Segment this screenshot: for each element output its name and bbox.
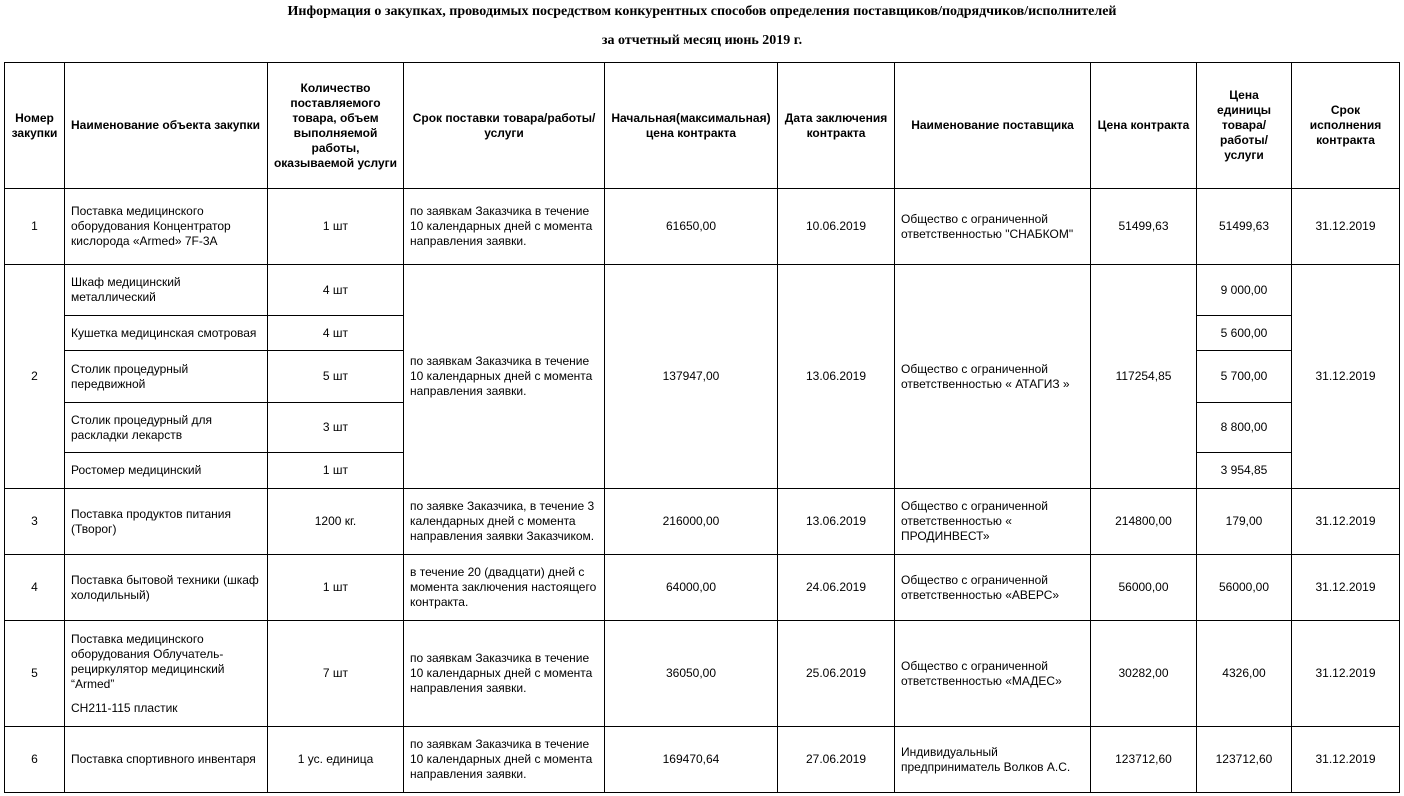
- cell-price: 214800,00: [1091, 489, 1197, 555]
- cell-max-price: 61650,00: [605, 189, 778, 265]
- cell-item-qty: 1 шт: [268, 453, 404, 489]
- document-title: Информация о закупках, проводимых посредством конкурентных способов определения поставщиков/подрядчиков/исполнителей: [287, 4, 1117, 19]
- table-row: [5, 727, 1400, 793]
- cell-supplier: Общество с ограниченной ответственностью « АТАГИЗ »: [895, 265, 1091, 489]
- cell-name: Поставка бытовой техники (шкаф холодильный): [65, 555, 268, 621]
- cell-term: по заявкам Заказчика в течение 10 календарных дней с момента направления заявки.: [404, 621, 605, 727]
- table-row: [5, 189, 1400, 265]
- cell-supplier: Общество с ограниченной ответственностью « ПРОДИНВЕСТ»: [895, 489, 1091, 555]
- cell-name: Поставка спортивного инвентаря: [65, 727, 268, 793]
- cell-date: 13.06.2019: [778, 489, 895, 555]
- header-num: Номер закупки: [5, 63, 65, 189]
- header-unit-price: Цена единицы товара/ работы/ услуги: [1197, 63, 1292, 189]
- cell-supplier: Индивидуальный предприниматель Волков А.С.: [895, 727, 1091, 793]
- cell-exec: 31.12.2019: [1292, 189, 1400, 265]
- cell-item-name: Кушетка медицинская смотровая: [65, 316, 268, 351]
- cell-item-name: Столик процедурный для раскладки лекарств: [65, 403, 268, 453]
- cell-max-price: 169470,64: [605, 727, 778, 793]
- cell-price: 56000,00: [1091, 555, 1197, 621]
- cell-supplier: Общество с ограниченной ответственностью «АВЕРС»: [895, 555, 1091, 621]
- header-exec: Срок исполнения контракта: [1292, 63, 1400, 189]
- cell-term: по заявкам Заказчика в течение 10 календарных дней с момента направления заявки.: [404, 727, 605, 793]
- cell-supplier: Общество с ограниченной ответственностью «МАДЕС»: [895, 621, 1091, 727]
- cell-term: в течение 20 (двадцати) дней с момента заключения настоящего контракта.: [404, 555, 605, 621]
- cell-num: 3: [5, 489, 65, 555]
- cell-num: 1: [5, 189, 65, 265]
- cell-qty: 1 шт: [268, 189, 404, 265]
- cell-item-qty: 4 шт: [268, 265, 404, 316]
- cell-price: 30282,00: [1091, 621, 1197, 727]
- cell-exec: 31.12.2019: [1292, 265, 1400, 489]
- header-name: Наименование объекта закупки: [65, 63, 268, 189]
- cell-qty: 1 ус. единица: [268, 727, 404, 793]
- header-supplier: Наименование поставщика: [895, 63, 1091, 189]
- cell-max-price: 64000,00: [605, 555, 778, 621]
- cell-date: 24.06.2019: [778, 555, 895, 621]
- cell-exec: 31.12.2019: [1292, 727, 1400, 793]
- cell-exec: 31.12.2019: [1292, 555, 1400, 621]
- header-max-price: Начальная(максимальная) цена контракта: [605, 63, 778, 189]
- cell-term: по заявке Заказчика, в течение 3 календарных дней с момента направления заявки Заказчиком.: [404, 489, 605, 555]
- cell-name: [65, 621, 268, 727]
- cell-price: 51499,63: [1091, 189, 1197, 265]
- cell-max-price: 36050,00: [605, 621, 778, 727]
- cell-name-main: Поставка медицинского оборудования Облучатель-рециркулятор медицинский “Armed”: [71, 631, 225, 691]
- cell-name-extra: СН211-115 пластик: [71, 700, 178, 715]
- header-row: [5, 63, 1400, 189]
- table-row: [5, 489, 1400, 555]
- cell-item-unit-price: 9 000,00: [1197, 265, 1292, 316]
- cell-unit-price: 179,00: [1197, 489, 1292, 555]
- cell-supplier: Общество с ограниченной ответственностью "СНАБКОМ": [895, 189, 1091, 265]
- header-date: Дата заключения контракта: [778, 63, 895, 189]
- cell-item-unit-price: 3 954,85: [1197, 453, 1292, 489]
- table-row: [5, 621, 1400, 727]
- cell-item-name: Ростомер медицинский: [65, 453, 268, 489]
- cell-exec: 31.12.2019: [1292, 489, 1400, 555]
- cell-max-price: 137947,00: [605, 265, 778, 489]
- cell-date: 13.06.2019: [778, 265, 895, 489]
- cell-unit-price: 4326,00: [1197, 621, 1292, 727]
- cell-item-unit-price: 5 600,00: [1197, 316, 1292, 351]
- cell-item-unit-price: 5 700,00: [1197, 351, 1292, 403]
- cell-price: 123712,60: [1091, 727, 1197, 793]
- cell-date: 27.06.2019: [778, 727, 895, 793]
- cell-max-price: 216000,00: [605, 489, 778, 555]
- header-term: Срок поставки товара/работы/ услуги: [404, 63, 605, 189]
- procurement-table: [4, 62, 1400, 793]
- cell-num: 2: [5, 265, 65, 489]
- cell-name: Поставка продуктов питания (Творог): [65, 489, 268, 555]
- cell-item-unit-price: 8 800,00: [1197, 403, 1292, 453]
- cell-item-qty: 5 шт: [268, 351, 404, 403]
- header-qty: Количество поставляемого товара, объем выполняемой работы, оказываемой услуги: [268, 63, 404, 189]
- cell-qty: 7 шт: [268, 621, 404, 727]
- cell-item-name: Столик процедурный передвижной: [65, 351, 268, 403]
- cell-num: 6: [5, 727, 65, 793]
- cell-num: 5: [5, 621, 65, 727]
- cell-item-qty: 3 шт: [268, 403, 404, 453]
- cell-unit-price: 123712,60: [1197, 727, 1292, 793]
- cell-num: 4: [5, 555, 65, 621]
- document-subtitle: за отчетный месяц июнь 2019 г.: [601, 33, 803, 48]
- cell-price: 117254,85: [1091, 265, 1197, 489]
- cell-item-qty: 4 шт: [268, 316, 404, 351]
- header-price: Цена контракта: [1091, 63, 1197, 189]
- cell-term: по заявкам Заказчика в течение 10 календарных дней с момента направления заявки.: [404, 189, 605, 265]
- cell-unit-price: 56000,00: [1197, 555, 1292, 621]
- cell-unit-price: 51499,63: [1197, 189, 1292, 265]
- cell-date: 10.06.2019: [778, 189, 895, 265]
- table-row: [5, 555, 1400, 621]
- table-row: [5, 265, 1400, 316]
- cell-name: Поставка медицинского оборудования Концентратор кислорода «Armed» 7F-3А: [65, 189, 268, 265]
- cell-item-name: Шкаф медицинский металлический: [65, 265, 268, 316]
- cell-qty: 1200 кг.: [268, 489, 404, 555]
- cell-date: 25.06.2019: [778, 621, 895, 727]
- cell-exec: 31.12.2019: [1292, 621, 1400, 727]
- cell-term: по заявкам Заказчика в течение 10 календарных дней с момента направления заявки.: [404, 265, 605, 489]
- cell-qty: 1 шт: [268, 555, 404, 621]
